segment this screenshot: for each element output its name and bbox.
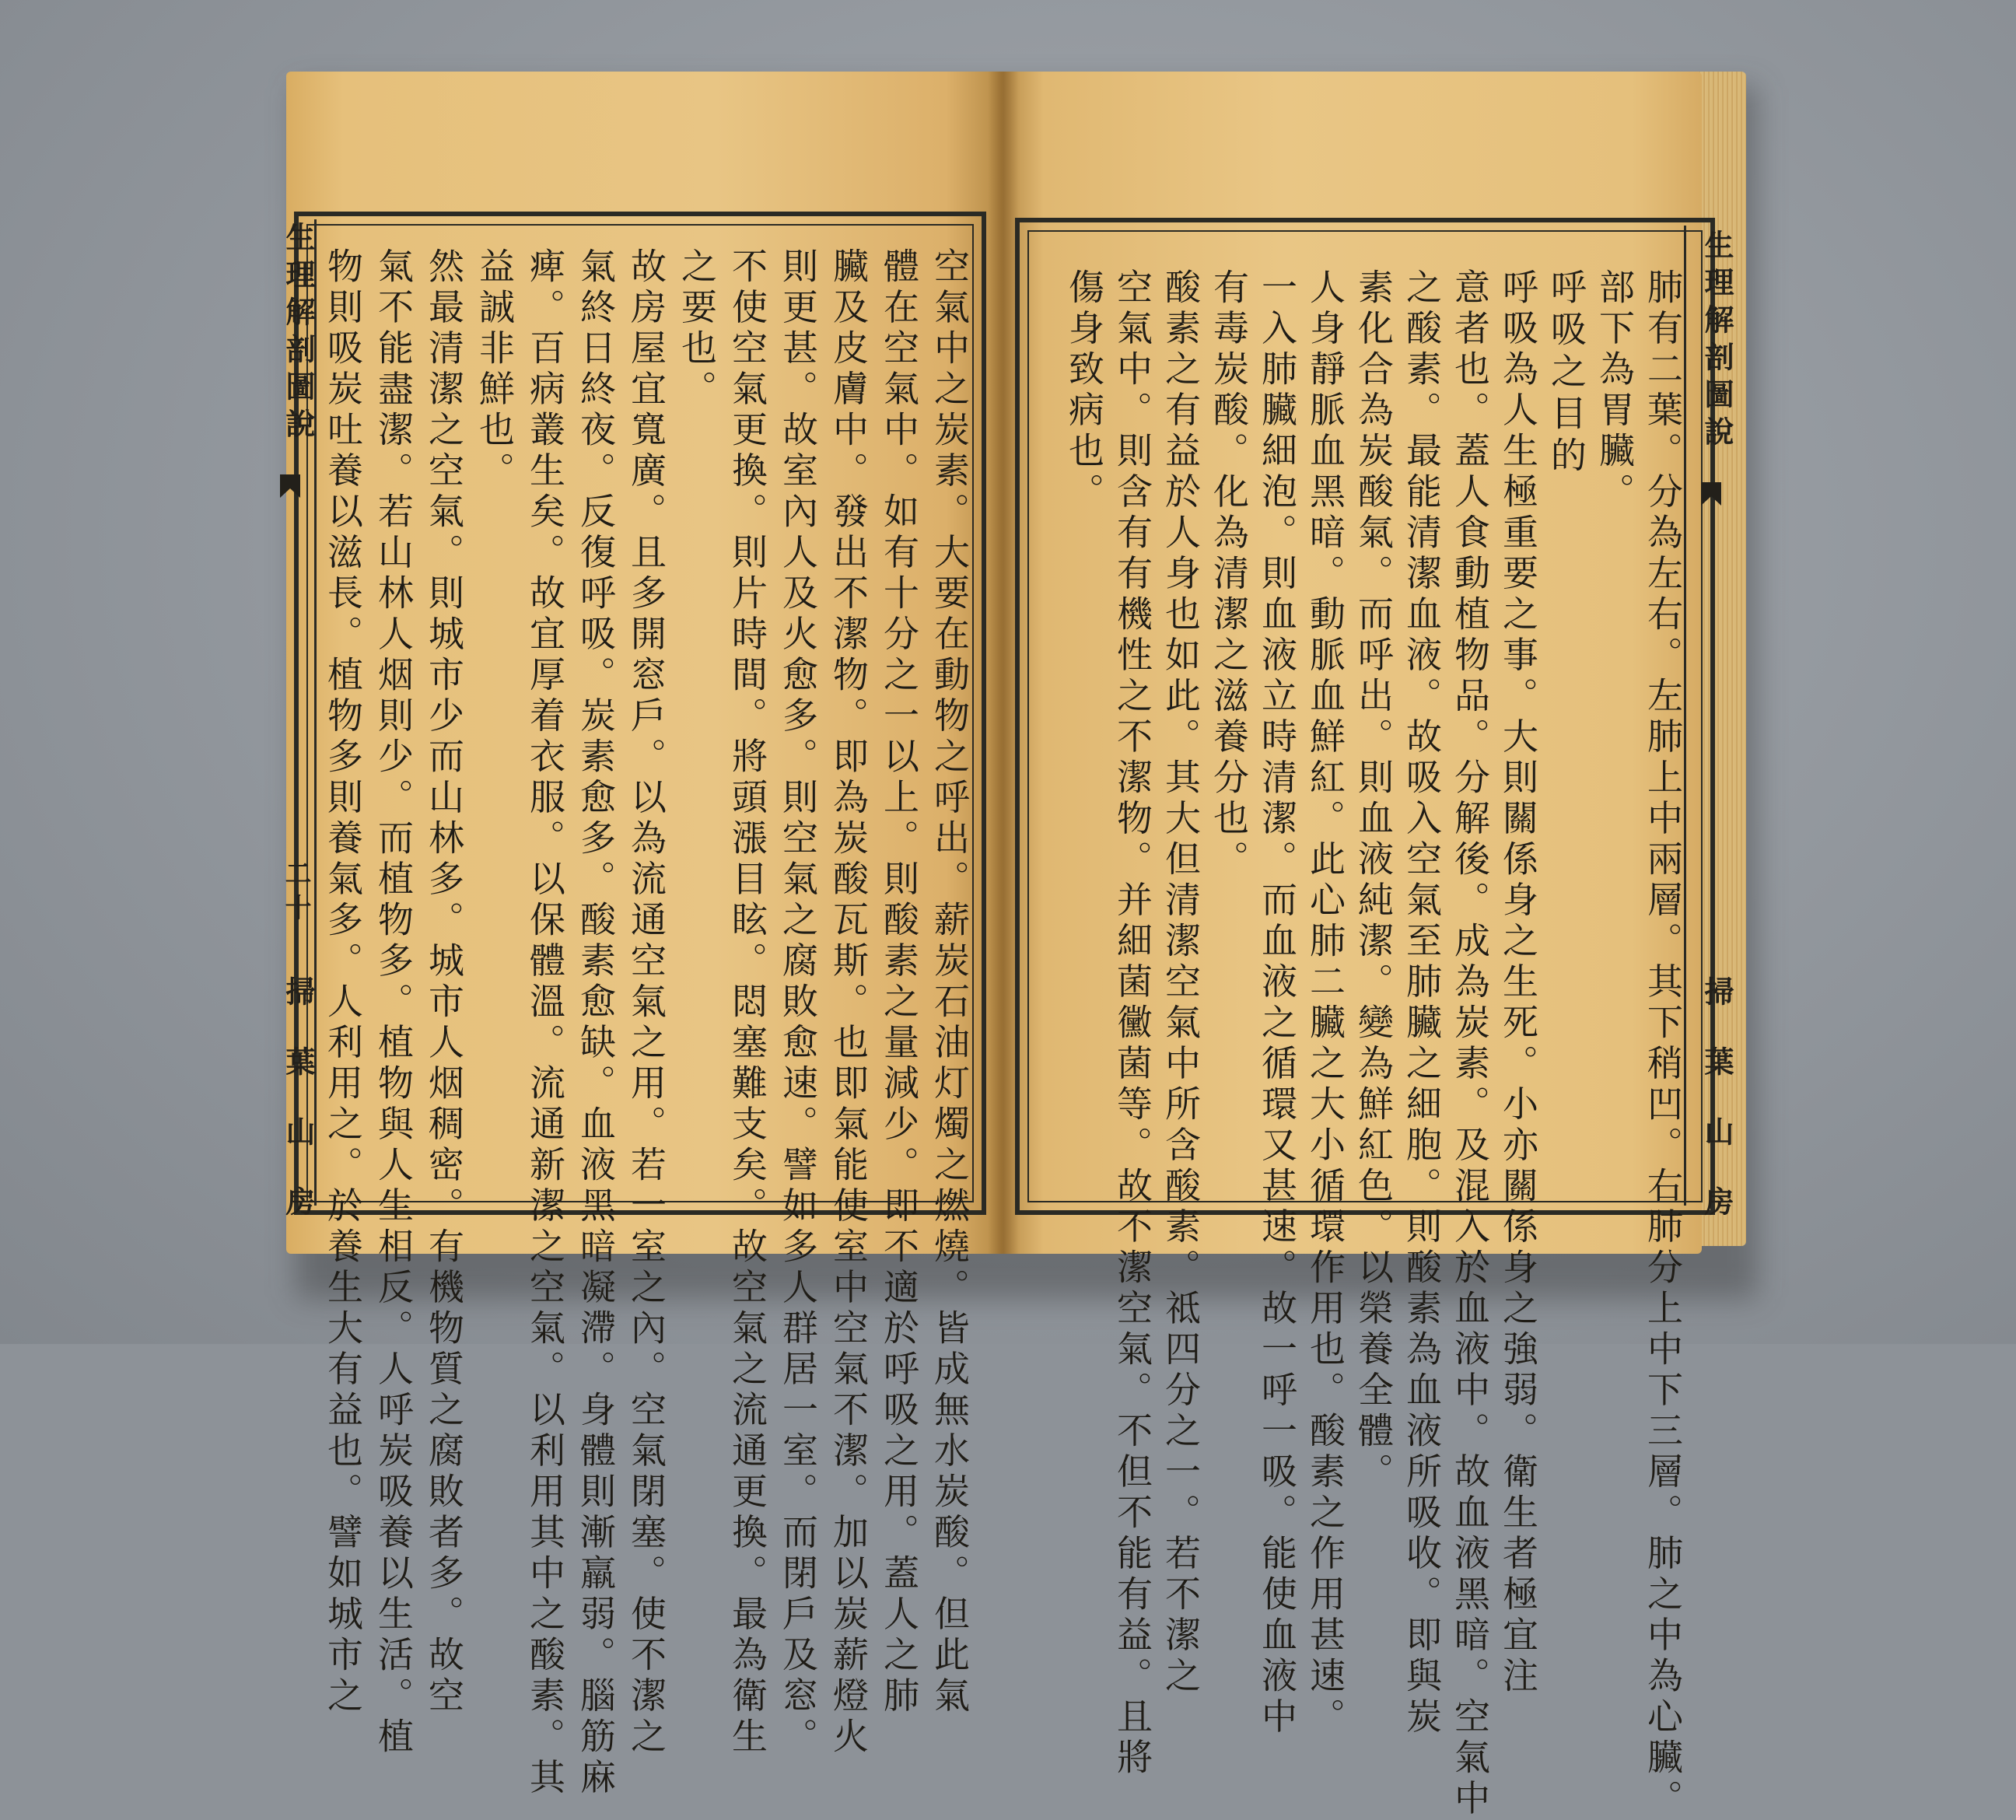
text-column: 人身靜脈血黑暗。動脈血鮮紅。此心肺二臟之大小循環作用也。酸素之作用甚速。 <box>1304 268 1346 1738</box>
fishtail-mark-icon <box>278 474 302 498</box>
text-column: 有毒炭酸。化為清潔之滋養分也。 <box>1208 268 1250 881</box>
left-margin-publisher: 掃葉山房 <box>281 976 316 1256</box>
text-column: 呼吸之目的 <box>1545 268 1587 478</box>
text-column: 之酸素。最能清潔血液。故吸入空氣至肺臟之細胞。則酸素為血液所吸收。即與炭 <box>1401 268 1443 1738</box>
right-margin-rule <box>1684 226 1686 1206</box>
left-margin-title: 生理解剖圖說 <box>281 222 316 446</box>
text-column: 故房屋宜寬廣。且多開窓戶。以為流通空氣之用。若一室之內。空氣閉塞。使不潔之 <box>625 247 667 1759</box>
text-column: 臟及皮膚中。發出不潔物。即為炭酸瓦斯。也即氣能使室中空氣不潔。加以炭薪燈火 <box>828 247 870 1759</box>
text-column: 傷身致病也。 <box>1063 268 1105 513</box>
text-column: 空氣中。則含有有機性之不潔物。并細菌黴菌等。故不潔空氣。不但不能有益。且將 <box>1111 268 1153 1780</box>
text-column: 酸素之有益於人身也如此。其大但清潔空氣中所含酸素。祗四分之一。若不潔之 <box>1160 268 1202 1698</box>
text-column: 呼吸為人生極重要之事。大則關係身之生死。小亦關係身之強弱。衛生者極宜注 <box>1497 268 1539 1698</box>
text-column: 物則吸炭吐養以滋長。植物多則養氣多。人利用之。於養生大有益也。譬如城市之 <box>322 247 364 1717</box>
text-column: 不使空氣更換。則片時間。將頭漲目眩。悶塞難支矣。故空氣之流通更換。最為衛生 <box>726 247 768 1759</box>
text-column: 一入肺臟細泡。則血液立時清潔。而血液之循環又甚速。故一呼一吸。能使血液中 <box>1256 268 1298 1738</box>
text-column: 痺。百病叢生矣。故宜厚着衣服。以保體溫。流通新潔之空氣。以利用其中之酸素。其 <box>524 247 566 1799</box>
text-column: 空氣中之炭素。大要在動物之呼出。薪炭石油灯燭之燃燒。皆成無水炭酸。但此氣 <box>929 247 971 1717</box>
text-column: 益誠非鮮也。 <box>474 247 516 492</box>
left-margin-folio: 二十 <box>280 859 311 928</box>
right-margin-publisher: 掃葉山房 <box>1699 976 1734 1256</box>
text-column: 部下為胃臟。 <box>1594 268 1636 513</box>
right-margin-title: 生理解剖圖說 <box>1699 229 1734 453</box>
text-column: 則更甚。故室內人及火愈多。則空氣之腐敗愈速。譬如多人群居一室。而閉戶及窓。 <box>777 247 819 1759</box>
text-column: 之要也。 <box>676 247 718 411</box>
text-column: 肺有二葉。分為左右。左肺上中兩層。其下稍凹。右肺分上中下三層。肺之中為心臟。 <box>1642 268 1684 1820</box>
text-column: 體在空氣中。如有十分之一以上。則酸素之量減少。即不適於呼吸之用。蓋人之肺 <box>878 247 920 1717</box>
text-column: 氣不能盡潔。若山林人烟則少。而植物多。植物與人生相反。人呼炭吸養以生活。植 <box>373 247 415 1759</box>
fishtail-mark-icon <box>1699 482 1723 506</box>
text-column: 素化合為炭酸氣。而呼出。則血液純潔。變為鮮紅色。以榮養全體。 <box>1353 268 1395 1493</box>
text-column: 意者也。蓋人食動植物品。分解後。成為炭素。及混入於血液中。故血液黑暗。空氣中 <box>1449 268 1491 1820</box>
text-column: 氣終日終夜。反復呼吸。炭素愈多。酸素愈缺。血液黑暗凝滯。身體則漸羸弱。腦筋麻 <box>575 247 617 1799</box>
book-gutter <box>988 72 1019 1254</box>
text-column: 然最清潔之空氣。則城市少而山林多。城市人烟稠密。有機物質之腐敗者多。故空 <box>423 247 465 1717</box>
